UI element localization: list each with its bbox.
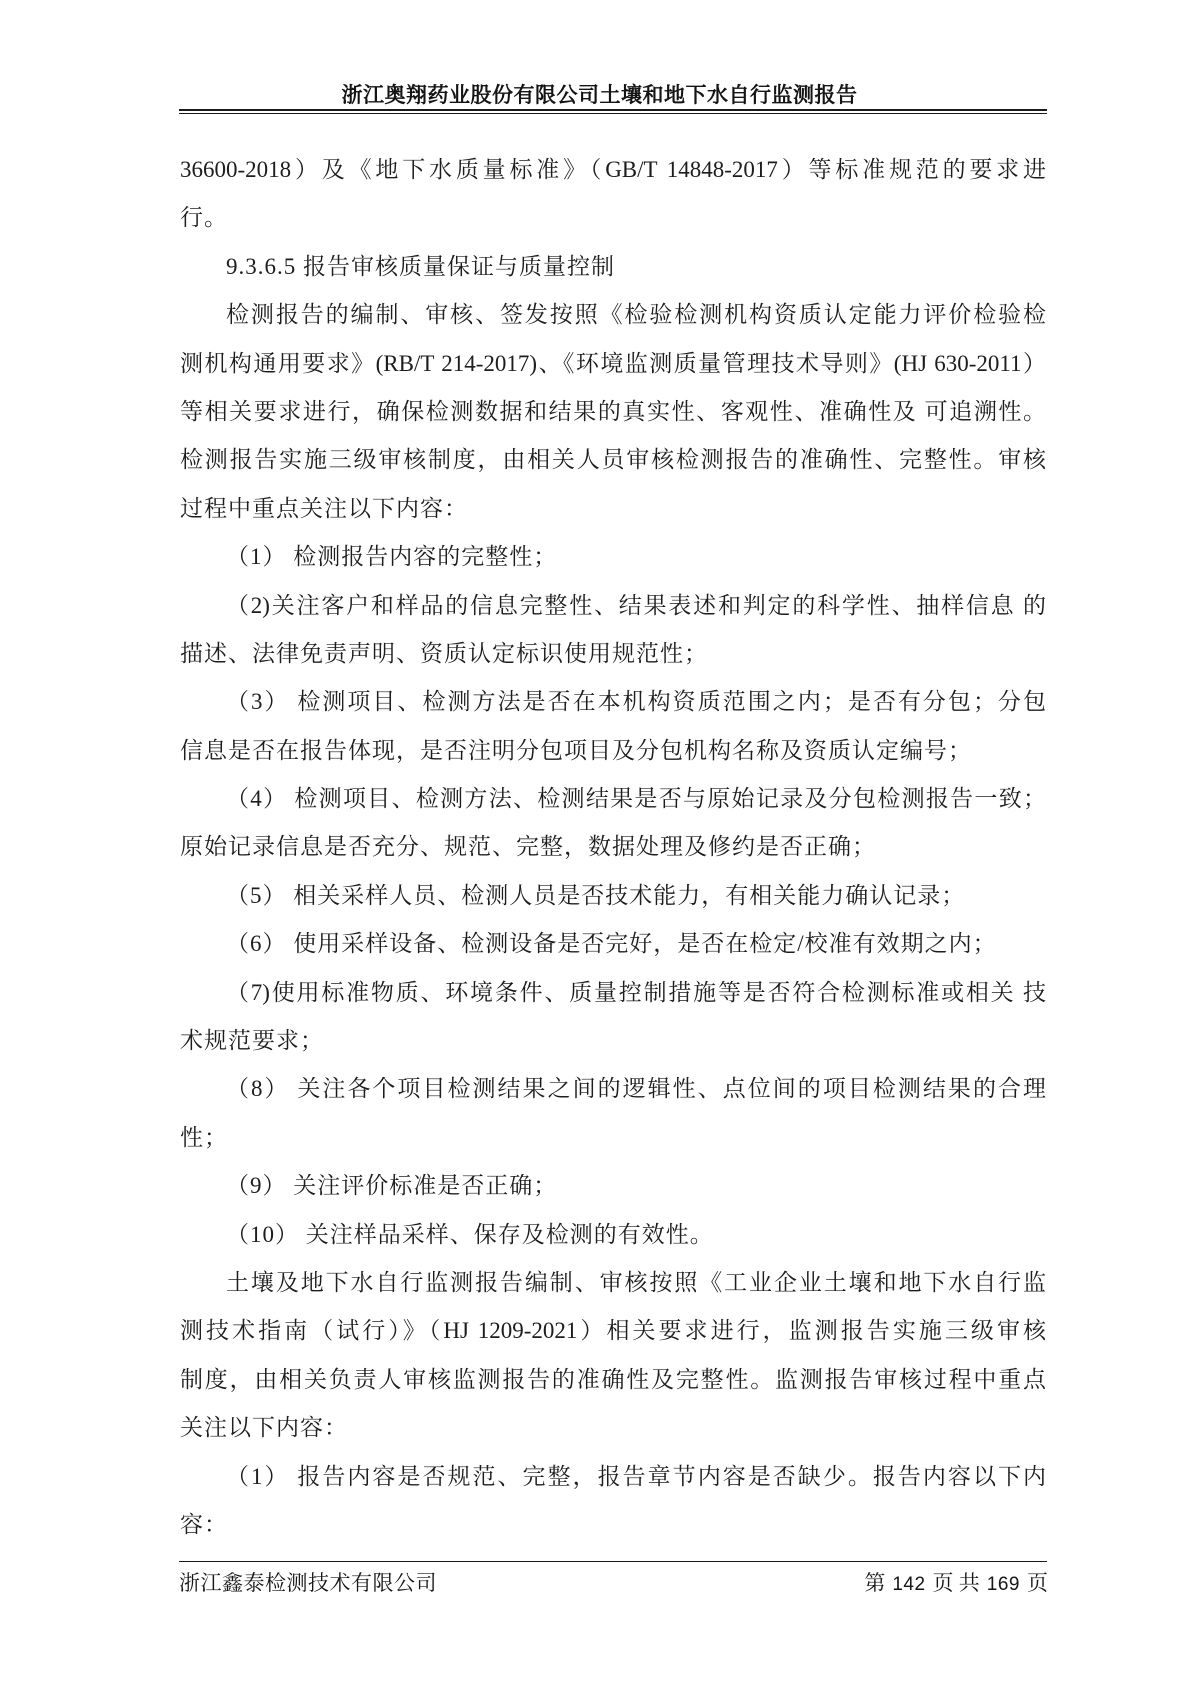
text-line: （6） 使用采样设备、检测设备是否完好，是否在检定/校准有效期之内； [226, 931, 997, 957]
footer-page-info [864, 1567, 1048, 1597]
text-line: （10） 关注样品采样、保存及检测的有效性。 [226, 1221, 714, 1247]
text-line: 描述、法律免责声明、资质认定标识使用规范性； [180, 640, 708, 666]
text-line: 检测报告的编制、审核、签发按照《检验检测机构资质认定能力评价检验检 [226, 302, 1046, 328]
text-line: 制度，由相关负责人审核监测报告的准确性及完整性。监测报告审核过程中重点 [180, 1366, 1046, 1392]
body-text [180, 146, 1046, 1549]
page-info-suffix: 页 [1027, 1571, 1048, 1595]
text-line: 关注以下内容： [180, 1415, 348, 1441]
footer-company-name: 浙江鑫泰检测技术有限公司 [179, 1571, 437, 1595]
text-line: （1） 报告内容是否规范、完整，报告章节内容是否缺少。报告内容以下内 [226, 1463, 1046, 1489]
text-line: （2)关注客户和样品的信息完整性、结果表述和判定的科学性、抽样信息 的 [226, 592, 1046, 618]
text-line: 36600-2018）及《地下水质量标准》（GB/T 14848-2017）等标准规范的要求进 [180, 157, 1046, 182]
text-line: （1） 检测报告内容的完整性； [226, 544, 558, 570]
page-footer [179, 1567, 1048, 1597]
text-line: 容： [180, 1511, 228, 1537]
text-line: （3） 检测项目、检测方法是否在本机构资质范围之内；是否有分包；分包 [226, 689, 1046, 715]
text-line: 等相关要求进行，确保检测数据和结果的真实性、客观性、准确性及 可追溯性。 [180, 398, 1046, 424]
header-divider [179, 109, 1047, 114]
text-line: 术规范要求； [180, 1028, 324, 1054]
text-line: （4） 检测项目、检测方法、检测结果是否与原始记录及分包检测报告一致； [226, 786, 1046, 812]
total-page-number: 169 [986, 1574, 1020, 1595]
page-info-middle: 页 共 [932, 1571, 980, 1595]
text-line: （8） 关注各个项目检测结果之间的逻辑性、点位间的项目检测结果的合理 [226, 1076, 1046, 1102]
text-line: 9.3.6.5 报告审核质量保证与质量控制 [226, 253, 615, 279]
text-line: 土壤及地下水自行监测报告编制、审核按照《工业企业土壤和地下水自行监 [226, 1269, 1046, 1295]
page-header-title: 浙江奥翔药业股份有限公司土壤和地下水自行监测报告 [341, 83, 858, 107]
text-line: 检测报告实施三级审核制度，由相关人员审核检测报告的准确性、完整性。审核 [180, 447, 1046, 473]
footer-divider [179, 1561, 1047, 1562]
text-line: 测机构通用要求》(RB/T 214-2017)、《环境监测质量管理技术导则》(HJ 630-2011） [180, 350, 1046, 376]
text-line: （7)使用标准物质、环境条件、质量控制措施等是否符合检测标准或相关 技 [226, 979, 1046, 1005]
text-line: （5） 相关采样人员、检测人员是否技术能力，有相关能力确认记录； [226, 882, 966, 908]
text-line: 行。 [180, 205, 228, 231]
text-line: 性； [180, 1124, 228, 1150]
text-line: 测技术指南（试行）》（HJ 1209-2021）相关要求进行，监测报告实施三级审核 [180, 1318, 1046, 1344]
text-line: （9） 关注评价标准是否正确； [226, 1173, 558, 1199]
current-page-number: 142 [892, 1574, 926, 1595]
text-line: 过程中重点关注以下内容： [180, 495, 468, 521]
text-line: 原始记录信息是否充分、规范、完整，数据处理及修约是否正确； [180, 834, 876, 860]
text-line: 信息是否在报告体现，是否注明分包项目及分包机构名称及资质认定编号； [180, 737, 972, 763]
page-info-prefix: 第 [864, 1571, 886, 1595]
